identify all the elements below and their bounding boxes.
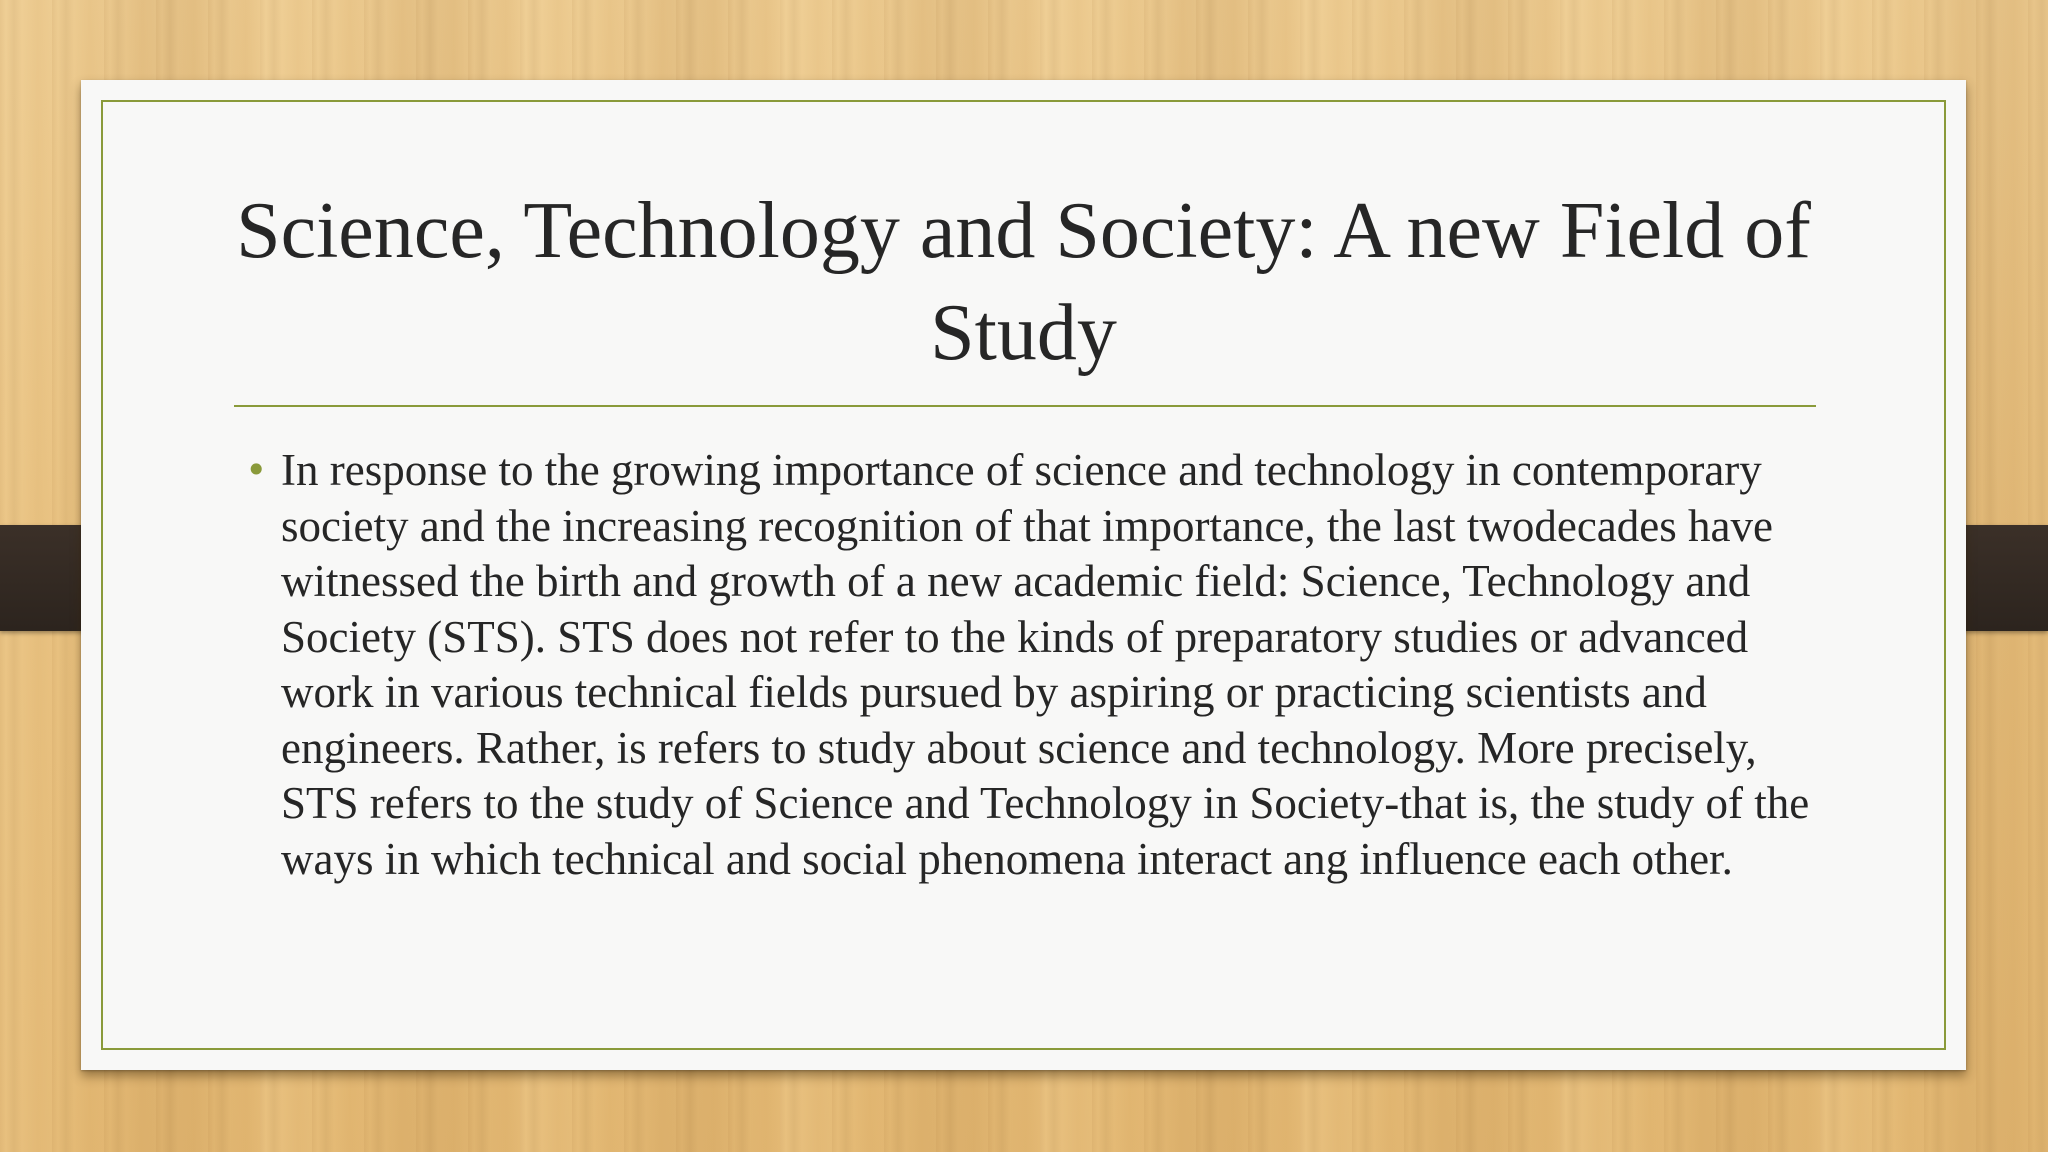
- bullet-item: [245, 443, 1826, 887]
- bullet-list: [245, 443, 1826, 887]
- slide-page: [81, 80, 1966, 1070]
- bullet-text: In response to the growing importance of science and technology in contemporary society and the increasing recognition of that importance, the last twodecades have witnessed the birth and growth of a new academic field: Science, Technology and Society (STS). STS does not refer to the kinds of preparatory studies or advanced work in various technical fields pursued by aspiring or practicing scientists and engineers. Rather, is refers to study about science and technology. More precisely, STS refers to the study of Science and Technology in Society-that is, the study of the ways in which technical and social phenomena interact ang influence each other.: [281, 445, 1810, 884]
- slide-title: Science, Technology and Society: A new Field of Study: [236, 187, 1811, 377]
- title-divider: [234, 405, 1816, 407]
- bullet-icon: •: [245, 448, 268, 492]
